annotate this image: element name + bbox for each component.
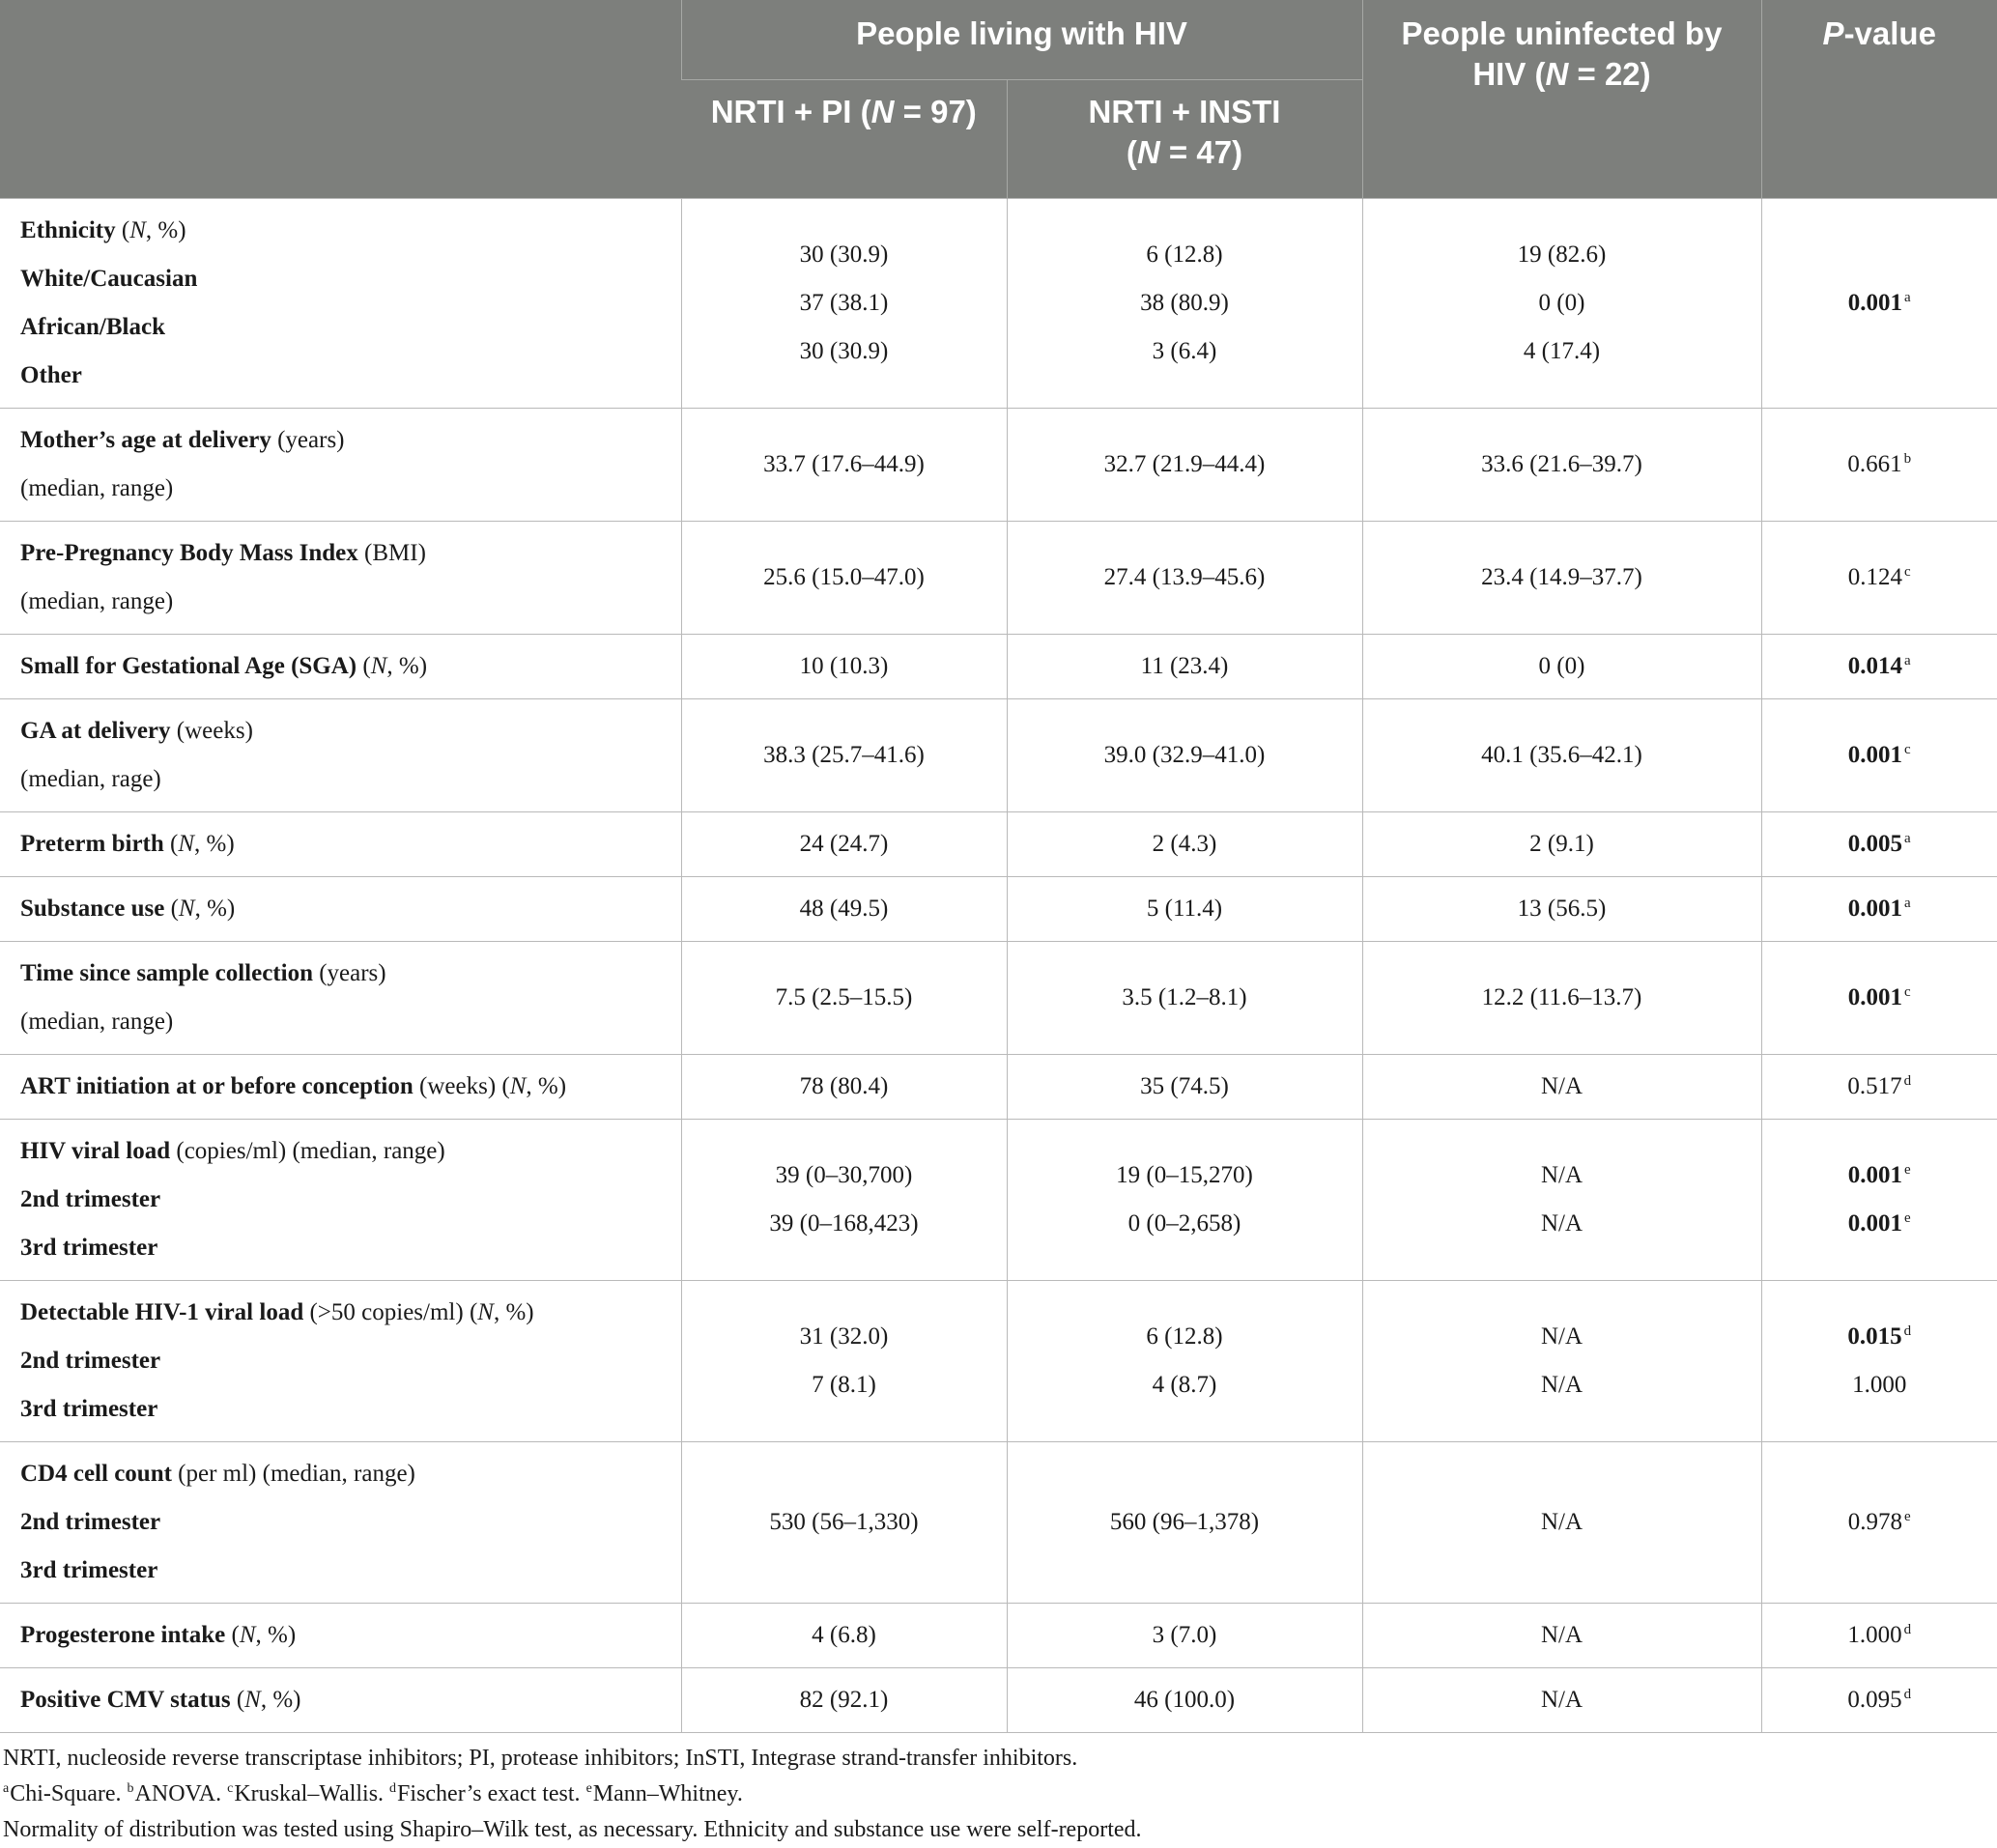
cell-uninfected	[1362, 522, 1761, 635]
p-value: 0.014	[1848, 653, 1902, 679]
row-label-normal: (weeks)	[171, 718, 253, 744]
row-label-cell	[0, 699, 681, 812]
row-label-normal: (years)	[271, 427, 345, 453]
p-value-footnote-mark: a	[1904, 896, 1911, 911]
row-sublabel: 3rd trimester	[20, 1224, 681, 1272]
cell-value: 38.3 (25.7–41.6)	[682, 731, 1007, 780]
cell-value: 6 (12.8)	[1008, 231, 1362, 279]
p-value: 0.124	[1848, 564, 1902, 590]
row-label-bold: CD4 cell count	[20, 1461, 172, 1487]
header-blank-cell	[0, 0, 681, 199]
cell-nrti-insti	[1007, 522, 1362, 635]
row-label-bold: Detectable HIV-1 viral load	[20, 1299, 303, 1325]
p-value-footnote-mark: d	[1904, 1323, 1912, 1339]
cell-value: N/A	[1363, 1313, 1761, 1361]
cell-nrti-pi	[681, 1055, 1007, 1120]
p-value-footnote-mark: e	[1904, 1509, 1911, 1524]
p-value: 0.095	[1847, 1687, 1901, 1713]
footnote-test-name: ANOVA.	[135, 1781, 228, 1806]
cell-uninfected	[1362, 199, 1761, 409]
row-label-bold: Ethnicity	[20, 217, 116, 243]
cell-value: 40.1 (35.6–42.1)	[1363, 731, 1761, 780]
row-label-secondary: (median, range)	[20, 578, 681, 626]
cell-value: 4 (17.4)	[1363, 327, 1761, 376]
cell-value: 32.7 (21.9–44.4)	[1008, 441, 1362, 489]
p-value-entry	[1762, 642, 1997, 691]
cell-value: 10 (10.3)	[682, 642, 1007, 691]
p-value-entry	[1762, 1498, 1997, 1547]
p-value: 1.000	[1852, 1372, 1906, 1398]
table-row	[0, 199, 1997, 409]
cell-value: 3 (7.0)	[1008, 1611, 1362, 1660]
row-label-italic: N	[178, 831, 194, 857]
table-row	[0, 409, 1997, 522]
table-header	[0, 0, 1997, 199]
footnote-normality: Normality of distribution was tested using Shapiro–Wilk test, as necessary. Ethnicity and substance use were self-reported.	[3, 1812, 1997, 1848]
cell-nrti-insti	[1007, 635, 1362, 699]
header-uninfected-line2: HIV (N = 22)	[1363, 54, 1761, 95]
row-label-italic: N	[371, 653, 387, 679]
table-row	[0, 812, 1997, 877]
p-value-entry	[1762, 1200, 1997, 1248]
row-label-normal: (BMI)	[358, 540, 426, 566]
cell-nrti-pi	[681, 877, 1007, 942]
header-p-value: P-value	[1761, 0, 1997, 199]
row-label	[20, 416, 681, 465]
footnote-test-name: Chi-Square.	[10, 1781, 127, 1806]
p-value-footnote-mark: a	[1904, 290, 1911, 305]
row-label-cell	[0, 1604, 681, 1668]
row-label-normal: (years)	[313, 960, 386, 986]
cell-nrti-insti	[1007, 1442, 1362, 1604]
row-label-cell	[0, 409, 681, 522]
cell-value: 48 (49.5)	[682, 885, 1007, 933]
p-value-footnote-mark: b	[1904, 451, 1912, 467]
row-sublabel: African/Black	[20, 303, 681, 352]
row-label	[20, 642, 681, 691]
cell-value: 530 (56–1,330)	[682, 1498, 1007, 1547]
cell-value: 82 (92.1)	[682, 1676, 1007, 1724]
row-label-cell	[0, 1668, 681, 1733]
p-value-footnote-mark: d	[1904, 1622, 1912, 1637]
cell-nrti-pi	[681, 1442, 1007, 1604]
cell-value: 30 (30.9)	[682, 231, 1007, 279]
row-label-normal: (weeks) (	[414, 1073, 510, 1099]
table-row	[0, 1604, 1997, 1668]
cell-value: 2 (4.3)	[1008, 820, 1362, 868]
p-value-entry	[1762, 1151, 1997, 1200]
p-value: 0.001	[1848, 1162, 1902, 1188]
row-label-tail: , %)	[261, 1687, 301, 1713]
cell-p-value	[1761, 522, 1997, 635]
p-value-entry	[1762, 441, 1997, 489]
row-label	[20, 1289, 681, 1337]
cell-uninfected	[1362, 1120, 1761, 1281]
p-value-footnote-mark: c	[1904, 984, 1911, 1000]
cell-value: 0 (0)	[1363, 279, 1761, 327]
cell-nrti-pi	[681, 1281, 1007, 1442]
cell-value: 39 (0–168,423)	[682, 1200, 1007, 1248]
cell-value: N/A	[1363, 1498, 1761, 1547]
row-label-italic: N	[240, 1622, 256, 1648]
cell-nrti-insti	[1007, 409, 1362, 522]
cell-value: N/A	[1363, 1151, 1761, 1200]
cell-nrti-pi	[681, 409, 1007, 522]
cell-uninfected	[1362, 699, 1761, 812]
row-label-cell	[0, 522, 681, 635]
p-value: 0.001	[1848, 984, 1902, 1010]
row-label-cell	[0, 635, 681, 699]
row-label-normal: (per ml) (median, range)	[172, 1461, 415, 1487]
table-row	[0, 699, 1997, 812]
row-label-normal: (	[116, 217, 130, 243]
cell-uninfected	[1362, 409, 1761, 522]
cell-value: 6 (12.8)	[1008, 1313, 1362, 1361]
cell-value: 27.4 (13.9–45.6)	[1008, 554, 1362, 602]
cell-nrti-insti	[1007, 199, 1362, 409]
cell-value: 37 (38.1)	[682, 279, 1007, 327]
cell-value: 39.0 (32.9–41.0)	[1008, 731, 1362, 780]
footnote-mark: e	[586, 1781, 592, 1796]
table-body	[0, 199, 1997, 1733]
cell-value: 33.7 (17.6–44.9)	[682, 441, 1007, 489]
p-value-footnote-mark: a	[1904, 831, 1911, 846]
cell-value: 13 (56.5)	[1363, 885, 1761, 933]
row-label-bold: Time since sample collection	[20, 960, 313, 986]
p-value: 0.517	[1847, 1073, 1901, 1099]
row-label-bold: Pre-Pregnancy Body Mass Index	[20, 540, 358, 566]
footnote-test-name: Mann–Whitney.	[593, 1781, 743, 1806]
p-value: 0.001	[1848, 1210, 1902, 1237]
cell-value: 12.2 (11.6–13.7)	[1363, 974, 1761, 1022]
row-label-bold: Mother’s age at delivery	[20, 427, 271, 453]
cell-value: N/A	[1363, 1361, 1761, 1409]
row-label-bold: Positive CMV status	[20, 1687, 231, 1713]
cell-nrti-pi	[681, 942, 1007, 1055]
cell-nrti-insti	[1007, 1604, 1362, 1668]
cell-p-value	[1761, 1055, 1997, 1120]
cell-value: 30 (30.9)	[682, 327, 1007, 376]
row-label-secondary: (median, rage)	[20, 755, 681, 804]
row-sublabel: 3rd trimester	[20, 1385, 681, 1434]
p-value-footnote-mark: e	[1904, 1210, 1911, 1226]
row-label-bold: Progesterone intake	[20, 1622, 225, 1648]
cell-value: N/A	[1363, 1676, 1761, 1724]
cell-value: N/A	[1363, 1611, 1761, 1660]
row-label-tail: , %)	[386, 653, 427, 679]
cell-value: 560 (96–1,378)	[1008, 1498, 1362, 1547]
row-label	[20, 820, 681, 868]
cell-uninfected	[1362, 812, 1761, 877]
row-label-cell	[0, 1442, 681, 1604]
row-label-normal: (copies/ml) (median, range)	[170, 1138, 445, 1164]
cell-nrti-pi	[681, 1120, 1007, 1281]
cell-value: 7 (8.1)	[682, 1361, 1007, 1409]
header-nrti-pi: NRTI + PI (N = 97)	[681, 80, 1007, 199]
footnote-mark: a	[3, 1781, 9, 1796]
row-label-bold: GA at delivery	[20, 718, 171, 744]
p-value-entry	[1762, 1313, 1997, 1361]
row-sublabel: White/Caucasian	[20, 255, 681, 303]
row-label-italic: N	[179, 896, 195, 922]
p-value-footnote-mark: e	[1904, 1162, 1911, 1178]
cell-nrti-insti	[1007, 1055, 1362, 1120]
table-row	[0, 522, 1997, 635]
row-label-tail: , %)	[526, 1073, 566, 1099]
cell-nrti-pi	[681, 699, 1007, 812]
cell-nrti-insti	[1007, 1120, 1362, 1281]
cell-p-value	[1761, 812, 1997, 877]
p-value-entry	[1762, 731, 1997, 780]
row-label-cell	[0, 942, 681, 1055]
cell-uninfected	[1362, 1442, 1761, 1604]
cell-nrti-insti	[1007, 1668, 1362, 1733]
cell-value: N/A	[1363, 1063, 1761, 1111]
footnote-mark: c	[227, 1781, 233, 1796]
cell-p-value	[1761, 942, 1997, 1055]
row-label-bold: ART initiation at or before conception	[20, 1073, 414, 1099]
p-value-entry	[1762, 1361, 1997, 1409]
row-label	[20, 707, 681, 755]
p-value-entry	[1762, 820, 1997, 868]
row-label-cell	[0, 1281, 681, 1442]
row-label	[20, 1127, 681, 1176]
cell-value: 19 (0–15,270)	[1008, 1151, 1362, 1200]
cell-p-value	[1761, 1120, 1997, 1281]
header-people-living-with-hiv: People living with HIV	[681, 0, 1362, 80]
row-label	[20, 1611, 681, 1660]
p-value-entry	[1762, 1063, 1997, 1111]
cell-p-value	[1761, 1442, 1997, 1604]
cell-value: 5 (11.4)	[1008, 885, 1362, 933]
cell-value: 38 (80.9)	[1008, 279, 1362, 327]
cell-uninfected	[1362, 1281, 1761, 1442]
cell-value: 4 (8.7)	[1008, 1361, 1362, 1409]
cell-uninfected	[1362, 877, 1761, 942]
cell-value: 3 (6.4)	[1008, 327, 1362, 376]
p-value-footnote-mark: c	[1904, 742, 1911, 757]
header-nrti-insti: NRTI + INSTI (N = 47)	[1007, 80, 1362, 199]
cell-value: 2 (9.1)	[1363, 820, 1761, 868]
p-value-entry	[1762, 279, 1997, 327]
cell-nrti-pi	[681, 1668, 1007, 1733]
cell-value: 33.6 (21.6–39.7)	[1363, 441, 1761, 489]
cell-nrti-pi	[681, 1604, 1007, 1668]
row-label-normal: (	[164, 896, 179, 922]
cell-nrti-insti	[1007, 877, 1362, 942]
cell-uninfected	[1362, 1604, 1761, 1668]
cell-p-value	[1761, 635, 1997, 699]
row-sublabel: 3rd trimester	[20, 1547, 681, 1595]
row-sublabel: 2nd trimester	[20, 1498, 681, 1547]
cell-value: 0 (0)	[1363, 642, 1761, 691]
row-label-italic: N	[477, 1299, 494, 1325]
row-label-cell	[0, 877, 681, 942]
row-label-normal: (	[357, 653, 371, 679]
row-label-italic: N	[510, 1073, 527, 1099]
table-row	[0, 1668, 1997, 1733]
p-value: 1.000	[1847, 1622, 1901, 1648]
row-label	[20, 529, 681, 578]
cell-p-value	[1761, 199, 1997, 409]
row-sublabel: Other	[20, 352, 681, 400]
row-label-tail: , %)	[195, 896, 236, 922]
p-value: 0.978	[1848, 1509, 1902, 1535]
cell-nrti-pi	[681, 522, 1007, 635]
cell-value: 11 (23.4)	[1008, 642, 1362, 691]
header-uninfected-line1: People uninfected by	[1363, 14, 1761, 54]
cell-nrti-pi	[681, 812, 1007, 877]
cell-uninfected	[1362, 942, 1761, 1055]
table-row	[0, 635, 1997, 699]
row-label-tail: , %)	[146, 217, 186, 243]
cell-p-value	[1761, 1668, 1997, 1733]
cell-nrti-insti	[1007, 942, 1362, 1055]
row-label-tail: , %)	[194, 831, 235, 857]
row-sublabel: 2nd trimester	[20, 1337, 681, 1385]
table-row	[0, 1120, 1997, 1281]
footnote-abbreviations: NRTI, nucleoside reverse transcriptase inhibitors; PI, protease inhibitors; InSTI, Integrase strand-transfer inhibitors.	[3, 1741, 1997, 1777]
row-label	[20, 1063, 681, 1111]
row-label-normal: (	[231, 1687, 245, 1713]
row-label-italic: N	[244, 1687, 261, 1713]
cell-value: N/A	[1363, 1200, 1761, 1248]
row-label	[20, 1450, 681, 1498]
p-value: 0.015	[1847, 1323, 1901, 1350]
p-value-entry	[1762, 1611, 1997, 1660]
table-row	[0, 1442, 1997, 1604]
footnote-statistical-tests	[3, 1777, 1997, 1812]
table-row	[0, 942, 1997, 1055]
cell-p-value	[1761, 1604, 1997, 1668]
cell-uninfected	[1362, 1055, 1761, 1120]
row-label-normal: (	[164, 831, 179, 857]
table-footnotes	[0, 1741, 1997, 1848]
row-label	[20, 207, 681, 255]
row-label-bold: Preterm birth	[20, 831, 164, 857]
cell-value: 4 (6.8)	[682, 1611, 1007, 1660]
footnote-mark: b	[128, 1781, 134, 1796]
p-value-entry	[1762, 974, 1997, 1022]
p-value-footnote-mark: c	[1904, 564, 1911, 580]
row-label-cell	[0, 1120, 681, 1281]
cell-value: 35 (74.5)	[1008, 1063, 1362, 1111]
cell-value: 46 (100.0)	[1008, 1676, 1362, 1724]
cell-value: 78 (80.4)	[682, 1063, 1007, 1111]
row-label	[20, 885, 681, 933]
cell-value: 23.4 (14.9–37.7)	[1363, 554, 1761, 602]
p-value-entry	[1762, 554, 1997, 602]
cell-uninfected	[1362, 1668, 1761, 1733]
row-label-bold: Small for Gestational Age (SGA)	[20, 653, 357, 679]
row-label-tail: , %)	[494, 1299, 534, 1325]
p-value-footnote-mark: d	[1904, 1073, 1912, 1089]
p-value-footnote-mark: a	[1904, 653, 1911, 668]
cell-value: 24 (24.7)	[682, 820, 1007, 868]
row-label	[20, 1676, 681, 1724]
p-value-footnote-mark: d	[1904, 1687, 1912, 1702]
table-row	[0, 1055, 1997, 1120]
row-label-tail: , %)	[256, 1622, 297, 1648]
row-label-bold: HIV viral load	[20, 1138, 170, 1164]
table-row	[0, 877, 1997, 942]
footnote-test-name: Fischer’s exact test.	[397, 1781, 586, 1806]
p-value: 0.001	[1848, 896, 1902, 922]
row-label-secondary: (median, range)	[20, 998, 681, 1046]
cell-value: 25.6 (15.0–47.0)	[682, 554, 1007, 602]
row-sublabel: 2nd trimester	[20, 1176, 681, 1224]
cell-value: 39 (0–30,700)	[682, 1151, 1007, 1200]
cell-p-value	[1761, 877, 1997, 942]
row-label-normal: (>50 copies/ml) (	[303, 1299, 477, 1325]
row-label-italic: N	[129, 217, 146, 243]
p-value: 0.001	[1848, 290, 1902, 316]
cell-value: 19 (82.6)	[1363, 231, 1761, 279]
row-label-normal: (	[225, 1622, 240, 1648]
header-people-uninfected	[1362, 0, 1761, 199]
p-value: 0.005	[1848, 831, 1902, 857]
row-label	[20, 950, 681, 998]
footnote-test-name: Kruskal–Wallis.	[234, 1781, 389, 1806]
cell-nrti-insti	[1007, 699, 1362, 812]
cell-nrti-insti	[1007, 1281, 1362, 1442]
row-label-secondary: (median, range)	[20, 465, 681, 513]
cell-nrti-pi	[681, 635, 1007, 699]
cell-p-value	[1761, 1281, 1997, 1442]
cell-uninfected	[1362, 635, 1761, 699]
cell-nrti-pi	[681, 199, 1007, 409]
row-label-bold: Substance use	[20, 896, 164, 922]
p-value-entry	[1762, 885, 1997, 933]
row-label-cell	[0, 1055, 681, 1120]
cell-p-value	[1761, 409, 1997, 522]
cell-value: 7.5 (2.5–15.5)	[682, 974, 1007, 1022]
table-row	[0, 1281, 1997, 1442]
cell-p-value	[1761, 699, 1997, 812]
p-value: 0.001	[1848, 742, 1902, 768]
row-label-cell	[0, 199, 681, 409]
p-value: 0.661	[1847, 451, 1901, 477]
p-value-entry	[1762, 1676, 1997, 1724]
row-label-cell	[0, 812, 681, 877]
cell-nrti-insti	[1007, 812, 1362, 877]
footnote-mark: d	[389, 1781, 396, 1796]
cell-value: 31 (32.0)	[682, 1313, 1007, 1361]
cell-value: 3.5 (1.2–8.1)	[1008, 974, 1362, 1022]
cell-value: 0 (0–2,658)	[1008, 1200, 1362, 1248]
